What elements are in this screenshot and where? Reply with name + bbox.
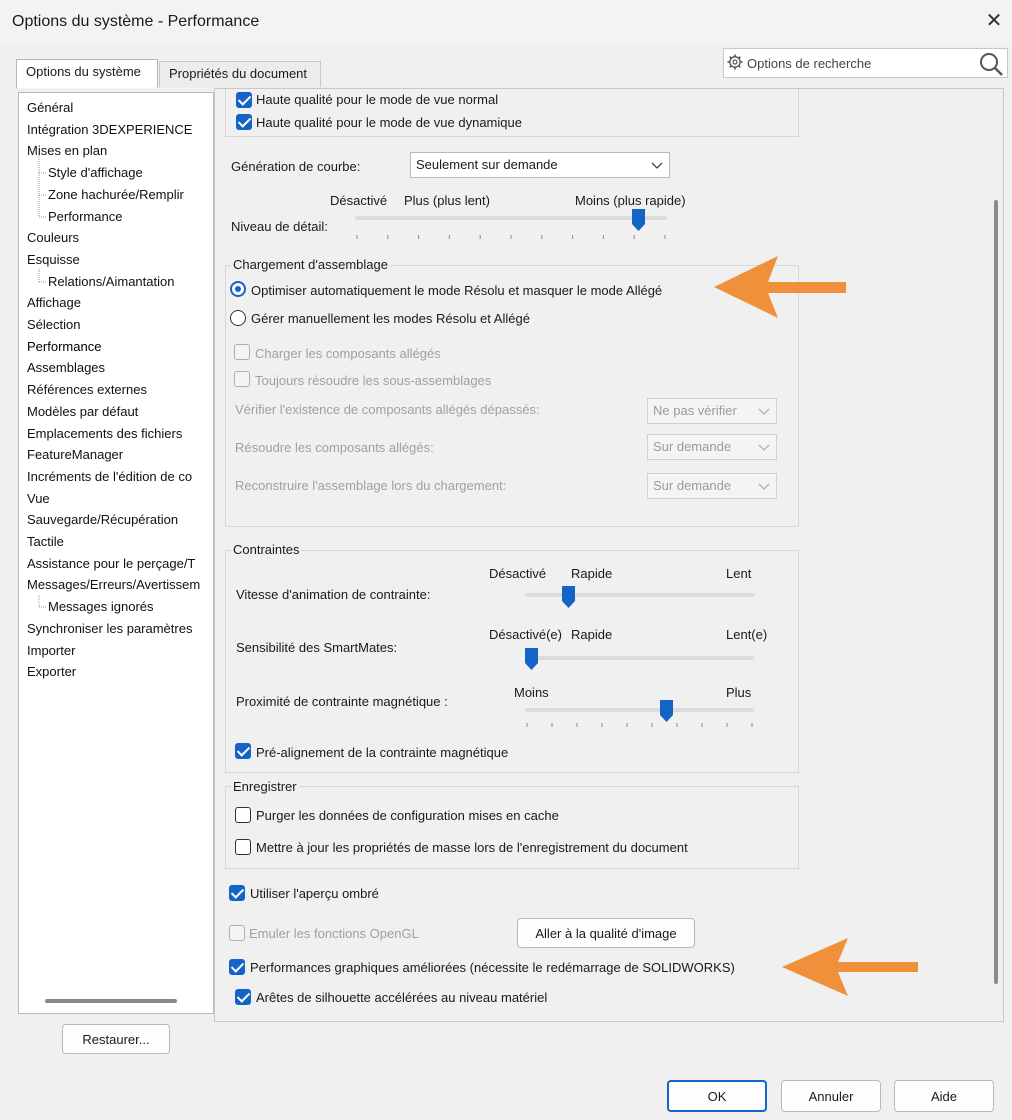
window-title: Options du système - Performance: [12, 13, 260, 30]
tab-label: Options du système: [26, 64, 141, 79]
tree-item[interactable]: Messages ignorés: [48, 599, 154, 615]
orange-arrow-icon: [782, 938, 918, 996]
save-group: [225, 786, 799, 869]
tree-item[interactable]: Synchroniser les paramètres: [27, 620, 193, 636]
tree-item[interactable]: Général: [27, 100, 74, 115]
dynamic-quality-label: Haute qualité pour le mode de vue dynamique: [256, 115, 522, 130]
tab-document-properties[interactable]: [159, 61, 321, 87]
magnet-right-label: Plus: [726, 685, 752, 700]
load-lightweight-checkbox[interactable]: [234, 344, 250, 360]
silhouette-edges-checkbox[interactable]: [235, 989, 251, 1005]
search-icon[interactable]: [978, 51, 1004, 77]
tree-item[interactable]: Style d'affichage: [48, 165, 143, 181]
assembly-loading-title: Chargement d'assemblage: [233, 257, 388, 272]
tree-item[interactable]: Exporter: [27, 664, 77, 680]
tree-item[interactable]: Assistance pour le perçage/T: [27, 555, 196, 571]
curve-generation-select[interactable]: [410, 152, 670, 178]
tree-horizontal-scrollbar[interactable]: [45, 999, 177, 1003]
chevron-down-icon: [758, 480, 770, 492]
cancel-button[interactable]: Annuler: [781, 1080, 881, 1112]
curve-generation-label: Génération de courbe:: [231, 159, 361, 174]
save-title: Enregistrer: [233, 779, 297, 794]
check-outdated-value: Ne pas vérifier: [653, 403, 737, 418]
normal-quality-checkbox[interactable]: [236, 92, 252, 108]
smartmates-slider-thumb[interactable]: [525, 648, 538, 670]
check-outdated-label: Vérifier l'existence de composants allégés dépassés:: [235, 402, 540, 417]
anim-speed-label: Vitesse d'animation de contrainte:: [236, 587, 431, 602]
orange-arrow-icon: [714, 256, 846, 318]
anim-slider-track[interactable]: [525, 593, 754, 597]
magnet-slider-ticks: [525, 723, 754, 727]
chevron-down-icon: [758, 405, 770, 417]
rebuild-on-load-value: Sur demande: [653, 478, 732, 493]
tree-item[interactable]: Relations/Aimantation: [48, 273, 175, 289]
resolve-lightweight-label: Résoudre les composants allégés:: [235, 440, 434, 455]
magnet-slider-track[interactable]: [525, 708, 754, 712]
image-quality-button[interactable]: Aller à la qualité d'image: [517, 918, 695, 948]
tree-item[interactable]: Affichage: [27, 295, 81, 311]
rebuild-on-load-select[interactable]: [647, 473, 777, 499]
check-outdated-select[interactable]: [647, 398, 777, 424]
tree-item[interactable]: Intégration 3DEXPERIENCE: [27, 121, 193, 137]
update-mass-checkbox[interactable]: [235, 839, 251, 855]
smartmates-right-label: Lent(e): [726, 627, 768, 642]
emulate-opengl-label: Emuler les fonctions OpenGL: [249, 926, 419, 941]
purge-cache-checkbox[interactable]: [235, 807, 251, 823]
shaded-preview-label: Utiliser l'aperçu ombré: [250, 886, 379, 901]
tree-item[interactable]: Emplacements des fichiers: [27, 425, 183, 441]
tree-item[interactable]: Esquisse: [27, 251, 80, 267]
gear-icon: [726, 53, 744, 71]
mates-title: Contraintes: [233, 542, 300, 557]
enhanced-graphics-label: Performances graphiques améliorées (nécessite le redémarrage de SOLIDWORKS): [250, 960, 735, 975]
search-placeholder: Options de recherche: [747, 56, 872, 71]
anim-right-label: Lent: [726, 566, 752, 581]
detail-slider-track[interactable]: [355, 216, 667, 220]
options-vertical-scrollbar[interactable]: [994, 200, 998, 984]
smartmates-slider-track[interactable]: [525, 656, 754, 660]
smartmates-left-label: Désactivé(e): [489, 627, 562, 642]
tree-item[interactable]: Modèles par défaut: [27, 403, 139, 419]
load-lightweight-label: Charger les composants allégés: [255, 346, 441, 361]
update-mass-label: Mettre à jour les propriétés de masse lors de l'enregistrement du document: [256, 840, 688, 855]
tab-label: Propriétés du document: [169, 66, 308, 81]
resolve-lightweight-select[interactable]: [647, 434, 777, 460]
normal-quality-label: Haute qualité pour le mode de vue normal: [256, 92, 499, 107]
magnet-slider-thumb[interactable]: [660, 700, 673, 722]
prealign-checkbox[interactable]: [235, 743, 251, 759]
detail-right-label: Moins (plus rapide): [575, 193, 686, 208]
auto-optimize-radio[interactable]: [230, 281, 246, 297]
tree-item[interactable]: Assemblages: [27, 360, 106, 376]
tree-item[interactable]: Sélection: [27, 317, 81, 332]
options-panel: [214, 88, 1004, 1022]
tree-item[interactable]: Performance: [27, 338, 102, 354]
tree-item[interactable]: Importer: [27, 642, 76, 658]
manual-modes-radio[interactable]: [230, 310, 246, 326]
shaded-preview-checkbox[interactable]: [229, 885, 245, 901]
close-icon[interactable]: ✕: [985, 10, 1003, 32]
dynamic-quality-checkbox[interactable]: [236, 114, 252, 130]
prealign-label: Pré-alignement de la contrainte magnétique: [256, 745, 509, 760]
enhanced-graphics-checkbox[interactable]: [229, 959, 245, 975]
magnet-proximity-label: Proximité de contrainte magnétique :: [236, 694, 448, 709]
tree-item[interactable]: Tactile: [27, 534, 64, 549]
detail-label: Niveau de détail:: [231, 219, 328, 234]
detail-slider-ticks: [355, 235, 667, 239]
manual-modes-label: Gérer manuellement les modes Résolu et Allégé: [251, 311, 530, 326]
tab-system-options[interactable]: [16, 59, 158, 88]
chevron-down-icon: [651, 159, 663, 171]
tree-item[interactable]: Incréments de l'édition de co: [27, 468, 193, 484]
tree-item[interactable]: FeatureManager: [27, 447, 124, 463]
anim-mid-label: Rapide: [571, 566, 613, 581]
restore-button[interactable]: Restaurer...: [62, 1024, 170, 1054]
emulate-opengl-checkbox[interactable]: [229, 925, 245, 941]
options-tree[interactable]: [18, 92, 214, 1014]
magnet-left-label: Moins: [514, 685, 549, 700]
auto-optimize-label: Optimiser automatiquement le mode Résolu et masquer le mode Allégé: [251, 283, 663, 298]
tree-item[interactable]: Performance: [48, 208, 123, 224]
search-box[interactable]: [723, 48, 1008, 78]
smartmates-mid-label: Rapide: [571, 627, 613, 642]
anim-left-label: Désactivé: [489, 566, 547, 581]
tree-item[interactable]: Sauvegarde/Récupération: [27, 512, 179, 528]
rebuild-on-load-label: Reconstruire l'assemblage lors du chargement:: [235, 478, 507, 493]
detail-slider-thumb[interactable]: [632, 209, 645, 231]
tree-item[interactable]: Mises en plan: [27, 143, 108, 159]
ok-button[interactable]: OK: [667, 1080, 767, 1112]
tree-item[interactable]: Références externes: [27, 382, 147, 398]
tree-item[interactable]: Messages/Erreurs/Avertissem: [27, 577, 201, 593]
detail-left-label: Désactivé: [330, 193, 388, 208]
curve-generation-value: Seulement sur demande: [416, 157, 558, 172]
chevron-down-icon: [758, 441, 770, 453]
anim-slider-thumb[interactable]: [562, 586, 575, 608]
mates-group: [225, 550, 799, 773]
tree-item[interactable]: Couleurs: [27, 230, 80, 246]
tree-item[interactable]: Vue: [27, 490, 50, 506]
always-resolve-label: Toujours résoudre les sous-assemblages: [255, 373, 492, 388]
always-resolve-checkbox[interactable]: [234, 371, 250, 387]
smartmates-label: Sensibilité des SmartMates:: [236, 640, 398, 655]
silhouette-edges-label: Arêtes de silhouette accélérées au niveau matériel: [256, 990, 548, 1005]
detail-mid-label: Plus (plus lent): [404, 193, 490, 208]
help-button[interactable]: Aide: [894, 1080, 994, 1112]
tree-item[interactable]: Zone hachurée/Remplir: [48, 186, 184, 202]
purge-cache-label: Purger les données de configuration mises en cache: [256, 808, 559, 823]
resolve-lightweight-value: Sur demande: [653, 439, 732, 454]
